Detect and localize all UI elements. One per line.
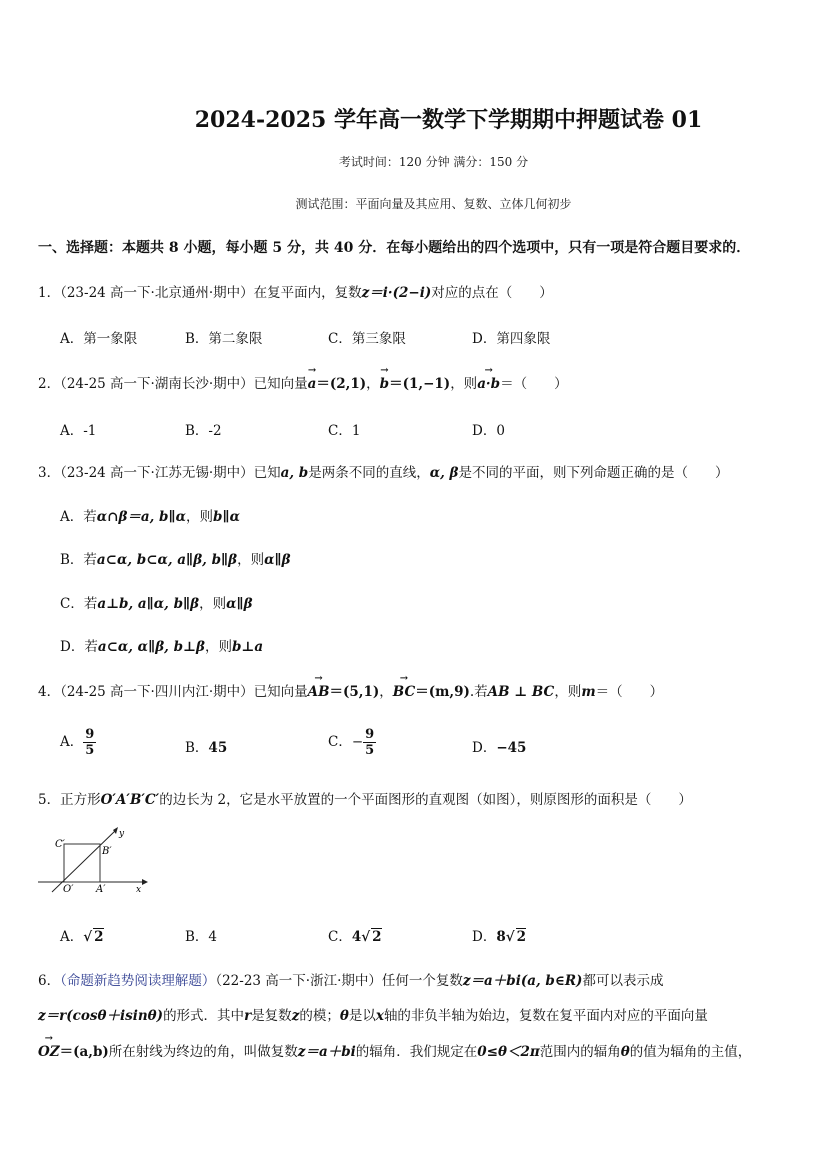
q3-option-d[interactable]: [60, 635, 263, 655]
q1-formula: z＝i·(2−i): [361, 285, 432, 301]
q5-c-radicand: 2: [372, 929, 382, 945]
test-scope: 测试范围：平面向量及其应用、复数、立体几何初步: [295, 197, 572, 211]
q2-dot-product: → a·b: [477, 376, 500, 392]
q2-b-value: ＝(1,−1): [389, 376, 451, 392]
q2-option-a[interactable]: A．-1: [60, 423, 97, 439]
q5-d-radicand: 2: [516, 929, 527, 945]
q3-b-math: a⊂α, b⊂α, a∥β, b∥β: [96, 552, 238, 568]
q4-vector-ab: → AB: [308, 684, 330, 700]
question-6-line-1: [38, 969, 663, 989]
q3-option-b[interactable]: [60, 548, 291, 568]
q3-d-math: a⊂α, α∥β, b⊥β: [97, 639, 205, 655]
q4-eq: ＝（ ）: [595, 684, 664, 700]
q6-z3: z＝a＋bi: [297, 1044, 356, 1060]
q5-square: O′A′B′C′: [100, 792, 160, 808]
q4-option-d[interactable]: [472, 736, 526, 756]
q5-a-label: A．: [60, 929, 84, 945]
q3-a-math: α∩β＝a, b∥α: [96, 509, 187, 525]
q5-c-label: C．: [328, 929, 352, 945]
y-axis-arrow: [113, 827, 118, 834]
q3-a-result: b∥α: [213, 509, 241, 525]
q1-option-b[interactable]: B．第二象限: [185, 331, 263, 347]
q3-b-result: α∥β: [264, 552, 291, 568]
q3-tail: 是不同的平面，则下列命题正确的是（ ）: [458, 465, 729, 481]
q6-l2a: 的形式．其中: [163, 1008, 245, 1024]
q4-a-numerator: 9: [85, 727, 95, 742]
q6-number: 6．: [38, 973, 61, 989]
question-1: [38, 281, 553, 301]
label-b: B′: [102, 846, 112, 857]
q6-z: z: [291, 1008, 300, 1024]
q6-r: r: [244, 1008, 252, 1024]
q4-c-denominator: 5: [365, 743, 375, 758]
q4-ab-value: ＝(5,1): [329, 684, 380, 700]
q3-c-pre: C．若: [60, 596, 98, 612]
question-6-line-2: [38, 1004, 708, 1024]
q3-option-c[interactable]: [60, 592, 253, 612]
q4-option-c[interactable]: [328, 727, 376, 758]
q5-option-d[interactable]: D．8√ 2: [472, 929, 527, 945]
q6-range: 0≤θ＜2π: [477, 1044, 540, 1060]
q4-b-value: 45: [208, 740, 228, 756]
exam-info: 考试时间：120 分钟 满分：150 分: [338, 155, 529, 169]
label-x: x: [136, 885, 142, 894]
q4-d-value: −45: [496, 740, 527, 756]
q4-option-b[interactable]: [185, 736, 227, 756]
q3-option-a[interactable]: [60, 505, 240, 525]
q4-a-fraction: [83, 727, 96, 758]
q2-option-c[interactable]: C．1: [328, 423, 361, 439]
q6-l3c: 范围内的辐角: [539, 1044, 621, 1060]
q2-vector-a: → a: [308, 376, 317, 392]
q4-a-label: A．: [60, 734, 84, 750]
q3-lead: 3．（23-24 高一下·江苏无锡·期中）已知: [38, 465, 281, 481]
q3-d-then: ，则: [204, 639, 232, 655]
label-o: O′: [63, 884, 74, 894]
q1-option-c[interactable]: C．第三象限: [328, 331, 406, 347]
q3-c-math: a⊥b, a∥α, b∥β: [97, 596, 200, 612]
q4-vector-bc: → BC: [393, 684, 415, 700]
q5-d-label: D．: [472, 929, 497, 945]
section-heading: 一、选择题：本题共 8 小题，每小题 5 分，共 40 分．在每小题给出的四个选项中，只有一项是符合题目要求的．: [38, 240, 751, 256]
q6-theta: θ: [339, 1008, 349, 1024]
q6-l3d: 的值为辐角的主值，: [629, 1044, 752, 1060]
question-2: 2．（24-25 高一下·湖南长沙·期中）已知向量→ a＝(2,1)，→ b＝(1,−1)，则→ a·b＝（ ）: [38, 372, 568, 392]
q6-lead: （22-23 高一下·浙江·期中）任何一个复数: [215, 973, 463, 989]
q4-lead: 4．（24-25 高一下·四川内江·期中）已知向量: [38, 684, 308, 700]
question-4: 4．（24-25 高一下·四川内江·期中）已知向量→ AB＝(5,1)，→ BC＝(m,9).若AB ⊥ BC，则m＝（ ）: [38, 680, 663, 700]
q2-option-d[interactable]: D．0: [472, 423, 505, 439]
q5-figure: [36, 826, 148, 894]
label-c: C′: [55, 839, 65, 850]
q3-mid: 是两条不同的直线，: [308, 465, 430, 481]
q2-ask: ，则: [450, 376, 478, 392]
q3-b-pre: B．若: [60, 552, 97, 568]
q6-z-trig: z＝r(cosθ＋isinθ): [38, 1008, 164, 1024]
q2-lead: 2．（24-25 高一下·湖南长沙·期中）已知向量: [38, 376, 308, 392]
question-6-line-3: [38, 1040, 751, 1060]
q1-option-d[interactable]: D．第四象限: [472, 331, 551, 347]
q4-b-label: B．: [185, 740, 209, 756]
q6-x: x: [375, 1008, 384, 1024]
q5-tail: 的边长为 2，它是水平放置的一个平面图形的直观图（如图），则原图形的面积是（ ）: [159, 792, 692, 808]
q4-ask: ，则: [554, 684, 582, 700]
q4-d-label: D．: [472, 740, 497, 756]
q3-planes: α, β: [429, 465, 459, 481]
label-y: y: [119, 829, 125, 839]
q4-c-fraction: [363, 727, 376, 758]
q4-m: m: [581, 684, 596, 700]
q6-l3a: 所在射线为终边的角，叫做复数: [108, 1044, 298, 1060]
q5-option-a[interactable]: A．√ 2: [60, 929, 104, 945]
question-5: [38, 788, 692, 808]
page-title: 2024-2025 学年高一数学下学期期中押题试卷 01: [194, 107, 703, 133]
q6-l2d: 是以: [348, 1008, 376, 1024]
q3-lines: a, b: [280, 465, 309, 481]
q6-l3b: 的辐角．我们规定在: [355, 1044, 478, 1060]
q6-theta2: θ: [620, 1044, 630, 1060]
q6-l2e: 轴的非负半轴为始边，复数在复平面内对应的平面向量: [383, 1008, 708, 1024]
q3-d-pre: D．若: [60, 639, 98, 655]
q6-oz-value: ＝(a,b): [59, 1044, 109, 1060]
q2-a-value: ＝(2,1): [316, 376, 367, 392]
q4-a-denominator: 5: [85, 743, 95, 758]
q3-c-then: ，则: [199, 596, 227, 612]
q6-l2b: 是复数: [251, 1008, 292, 1024]
question-3: [38, 461, 729, 481]
q2-eq: ＝（ ）: [500, 376, 568, 392]
q6-vector-oz: → OZ: [38, 1044, 60, 1060]
q6-z-algebraic: z＝a＋bi(a, b∈R): [462, 973, 583, 989]
q4-bc-value: ＝(m,9): [415, 684, 470, 700]
q3-a-then: ，则: [186, 509, 214, 525]
q5-c-coef: 4: [351, 929, 362, 945]
q4-option-a[interactable]: [60, 727, 96, 758]
q3-d-result: b⊥a: [231, 639, 264, 655]
q4-cond: .若: [469, 684, 488, 700]
q1-option-a[interactable]: A．第一象限: [60, 331, 138, 347]
q2-option-b[interactable]: B．-2: [185, 423, 222, 439]
q5-d-coef: 8: [496, 929, 506, 945]
q1-lead: 1．（23-24 高一下·北京通州·期中）在复平面内，复数: [38, 285, 362, 301]
q4-perpendicular: AB ⊥ BC: [487, 684, 555, 700]
q4-c-label: C．−: [328, 734, 364, 750]
label-a: A′: [96, 884, 106, 894]
q1-tail: 对应的点在（ ）: [431, 285, 553, 301]
q5-option-c[interactable]: C．4√ 2: [328, 929, 382, 945]
x-axis-arrow: [142, 879, 148, 885]
q3-b-then: ，则: [237, 552, 265, 568]
q5-a-radicand: 2: [94, 929, 104, 945]
q6-tail1: 都可以表示成: [582, 973, 664, 989]
q5-option-b[interactable]: B．4: [185, 929, 218, 945]
q2-vector-b: → b: [380, 376, 389, 392]
q3-c-result: α∥β: [226, 596, 253, 612]
q5-lead: 5．正方形: [38, 792, 101, 808]
q4-c-numerator: 9: [365, 727, 375, 742]
q6-l2c: 的模；: [299, 1008, 340, 1024]
q3-a-pre: A．若: [60, 509, 97, 525]
q6-tag: （命题新趋势阅读理解题）: [60, 973, 216, 989]
